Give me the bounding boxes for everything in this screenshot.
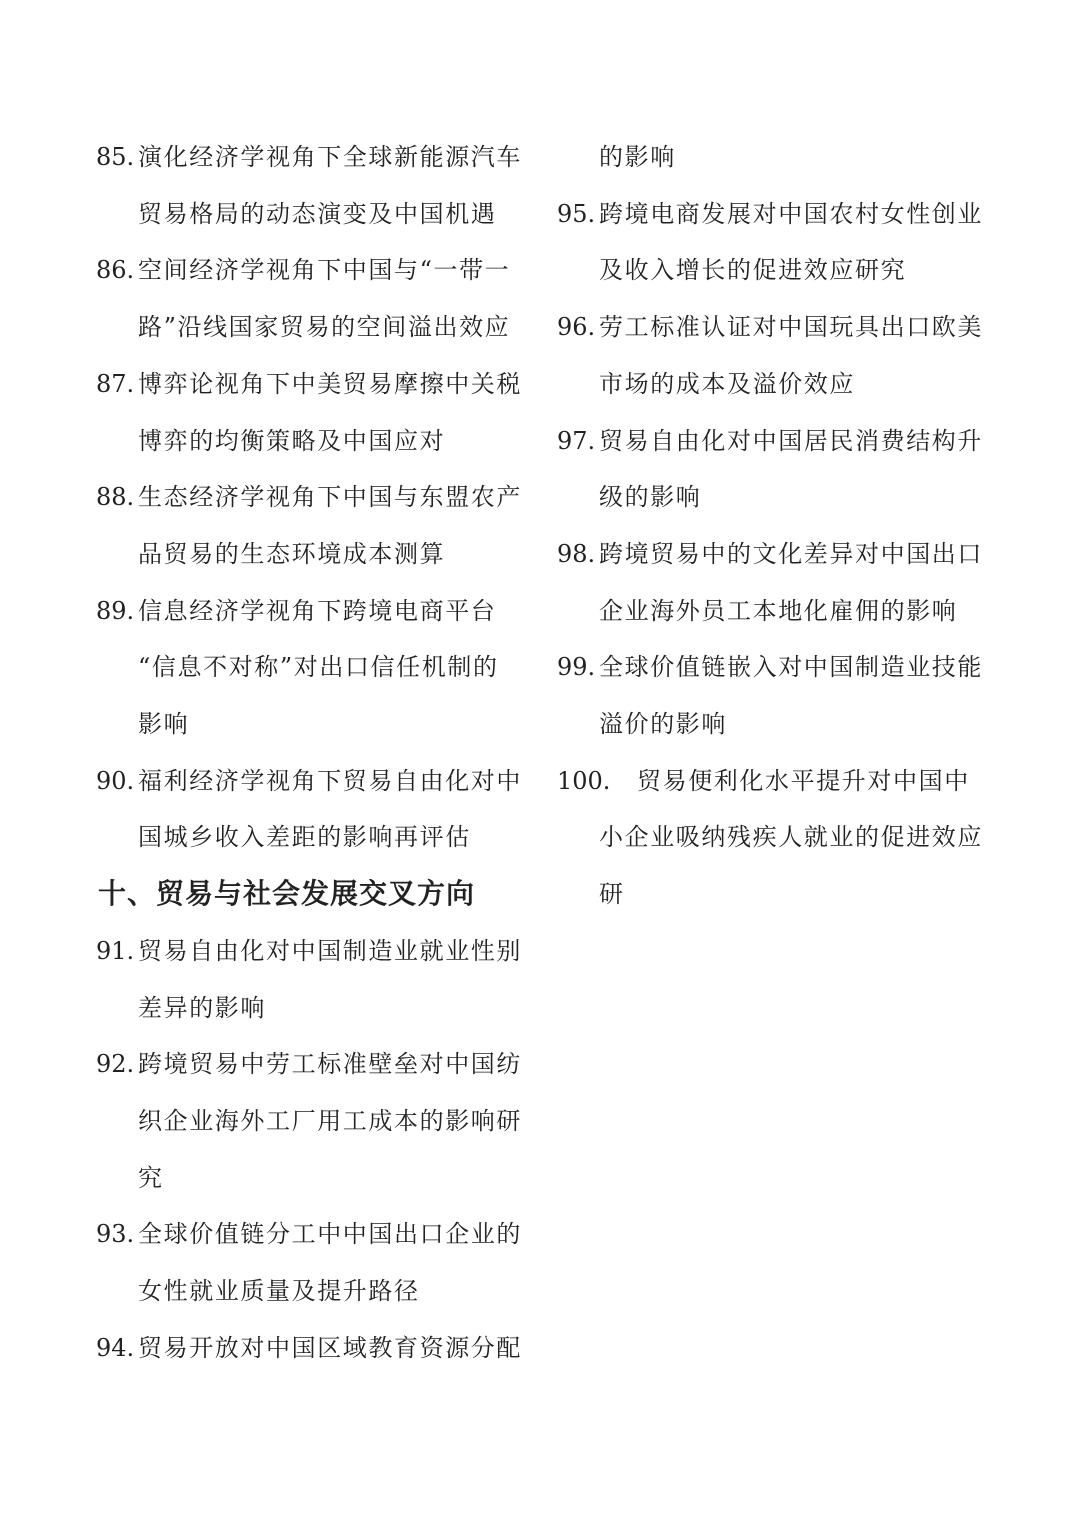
item-line: 信息经济学视角下跨境电商平台 (138, 596, 497, 625)
item-line: “信息不对称”对出口信任机制的 (138, 653, 499, 682)
list-item (557, 299, 987, 412)
section-heading: 十、贸易与社会发展交叉方向 (98, 877, 476, 911)
list-item (96, 242, 526, 355)
item-number: 96. (557, 313, 596, 342)
item-line: 市场的成本及溢价效应 (599, 369, 855, 398)
item-line: 究 (138, 1163, 164, 1192)
left-column (96, 129, 526, 1376)
item-line: 研 (599, 880, 625, 909)
item-line: 女性就业质量及提升路径 (138, 1277, 420, 1306)
item-number: 88. (96, 483, 135, 512)
item-line: 织企业海外工厂用工成本的影响研 (138, 1106, 522, 1135)
list-item (96, 356, 526, 469)
item-line: 溢价的影响 (599, 710, 727, 739)
item-line: 品贸易的生态环境成本测算 (138, 539, 446, 568)
item-line: 博弈的均衡策略及中国应对 (138, 426, 446, 455)
item-line: 企业海外员工本地化雇佣的影响 (599, 596, 958, 625)
item-line: 贸易开放对中国区域教育资源分配 (138, 1333, 522, 1362)
item-line: 影响 (138, 710, 190, 739)
item-number: 89. (96, 596, 135, 625)
item-number: 91. (96, 936, 135, 965)
list-item (557, 639, 987, 752)
item-line: 级的影响 (599, 483, 702, 512)
list-item (96, 129, 526, 242)
item-line: 小企业吸纳残疾人就业的促进效应 (599, 823, 983, 852)
item-number: 98. (557, 539, 596, 568)
item-number: 92. (96, 1050, 135, 1079)
list-item (96, 753, 526, 866)
item-line: 劳工标准认证对中国玩具出口欧美 (599, 313, 983, 342)
list-item (96, 469, 526, 582)
item-line: 空间经济学视角下中国与“一带一 (138, 256, 511, 285)
list-item (557, 186, 987, 299)
item-line: 博弈论视角下中美贸易摩擦中关税 (138, 369, 522, 398)
item-line: 差异的影响 (138, 993, 266, 1022)
item-line: 贸易格局的动态演变及中国机遇 (138, 199, 497, 228)
item-number: 100. (557, 766, 611, 795)
item-line: 路”沿线国家贸易的空间溢出效应 (138, 313, 511, 342)
list-item (557, 526, 987, 639)
item-line: 国城乡收入差距的影响再评估 (138, 823, 471, 852)
item-line: 跨境电商发展对中国农村女性创业 (599, 199, 983, 228)
list-item (96, 1206, 526, 1319)
item-line: 贸易自由化对中国居民消费结构升 (599, 426, 983, 455)
list-item (557, 753, 987, 923)
item-number: 94. (96, 1333, 135, 1362)
item-line: 贸易便利化水平提升对中国中 (637, 766, 970, 795)
item-number: 97. (557, 426, 596, 455)
list-item (96, 583, 526, 753)
list-item (96, 1036, 526, 1206)
item-number: 99. (557, 653, 596, 682)
list-item (557, 413, 987, 526)
item-line: 跨境贸易中劳工标准壁垒对中国纺 (138, 1050, 522, 1079)
item-line: 生态经济学视角下中国与东盟农产 (138, 483, 522, 512)
item-number: 87. (96, 369, 135, 398)
list-item (96, 1320, 526, 1377)
list-item (96, 923, 526, 1036)
continuation-text: 的影响 (599, 143, 676, 171)
item-line: 贸易自由化对中国制造业就业性别 (138, 936, 522, 965)
item-line: 福利经济学视角下贸易自由化对中 (138, 766, 522, 795)
item-number: 95. (557, 199, 596, 228)
item-line: 跨境贸易中的文化差异对中国出口 (599, 539, 983, 568)
item-number: 85. (96, 143, 135, 171)
item-line: 全球价值链分工中中国出口企业的 (138, 1220, 522, 1249)
item-line: 全球价值链嵌入对中国制造业技能 (599, 653, 983, 682)
item-number: 90. (96, 766, 135, 795)
item-line: 及收入增长的促进效应研究 (599, 256, 907, 285)
item-number: 86. (96, 256, 135, 285)
right-column (557, 129, 987, 923)
item-line: 演化经济学视角下全球新能源汽车 (138, 143, 522, 171)
item-number: 93. (96, 1220, 135, 1249)
